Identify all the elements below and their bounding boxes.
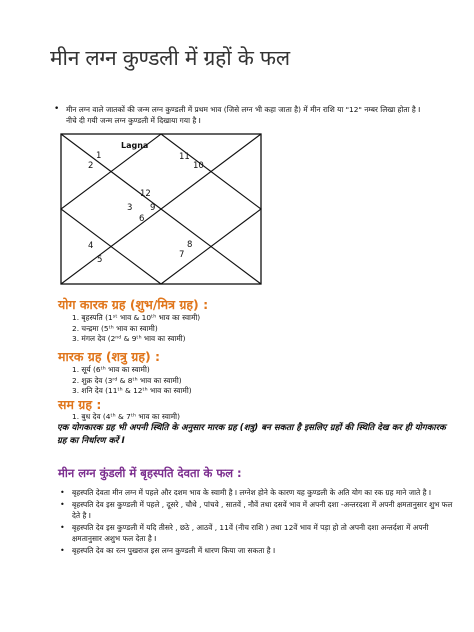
- list-item: 1. सूर्य (6ᵗʰ भाव का स्वामी): [72, 365, 150, 374]
- house-1: 1: [96, 151, 102, 161]
- list-item: [58, 500, 458, 521]
- list-item: 1. बुध देव (4ᵗʰ & 7ᵗʰ भाव का स्वामी): [72, 412, 180, 421]
- list-item-text: बृहस्पति देव इस कुण्डली में पहले , दूसरे , चौथे , पांचवे , सातवें , नौवें तथा दसवें भाव में अपनी दशा -अन्तरदशा में अपनी क्षमतानुसार शुभ फल देते है I: [72, 500, 453, 520]
- house-5: 5: [97, 255, 103, 265]
- list-item: [58, 523, 458, 544]
- sam-heading: सम ग्रह :: [58, 397, 102, 412]
- kundali-lines: [60, 133, 262, 285]
- intro-paragraph: [54, 104, 426, 126]
- maarak-heading: मारक ग्रह (शत्रु ग्रह) :: [58, 349, 161, 364]
- house-6: 6: [139, 214, 145, 224]
- house-7: 7: [179, 250, 185, 260]
- note-paragraph: एक योगकारक ग्रह भी अपनी स्थिति के अनुसार मारक ग्रह (शत्रु) बन सकता है इसलिए ग्रहों की स्थिति देख कर ही योगकारक ग्रह का निर्धारण करें I: [57, 423, 446, 446]
- list-item: 3. मंगल देव (2ⁿᵈ & 9ᵗʰ भाव का स्वामी): [72, 334, 186, 343]
- house-12: 12: [140, 189, 151, 199]
- list-item: 2. शुक्र देव (3ʳᵈ & 8ᵗʰ भाव का स्वामी): [72, 375, 182, 385]
- sam-list: [72, 412, 180, 423]
- lagna-label: Lagna: [121, 141, 149, 150]
- bullet-icon: •: [60, 546, 65, 556]
- list-item: 2. चन्द्रमा (5ᵗʰ भाव का स्वामी): [72, 323, 158, 333]
- list-item-text: बृहस्पति देवता मीन लग्न में पहले और दशम भाव के स्वामी है I लग्नेश होने के कारण यह कुण्डली के अति योग का रक ग्रह माने जाते है I: [72, 488, 432, 497]
- lagna-kundali-chart: [60, 133, 262, 285]
- list-item: 3. शनि देव (11ᵗʰ & 12ᵗʰ भाव का स्वामी): [72, 386, 192, 395]
- house-11: 11: [179, 152, 190, 162]
- list-item: [58, 488, 458, 499]
- house-4: 4: [88, 241, 94, 251]
- bullet-icon: •: [54, 104, 60, 114]
- house-10: 10: [193, 161, 204, 171]
- maarak-list: [72, 365, 192, 397]
- yoga-karak-heading: योग कारक ग्रह (शुभ/मित्र ग्रह) :: [58, 297, 209, 312]
- house-3: 3: [127, 203, 133, 213]
- yoga-karak-list: [72, 313, 200, 345]
- bullet-icon: •: [60, 500, 65, 510]
- house-9: 9: [150, 203, 156, 213]
- jupiter-heading: मीन लग्न कुंडली में बृहस्पति देवता के फल :: [58, 466, 242, 480]
- jupiter-list: [58, 488, 458, 559]
- page-title: मीन लग्न कुण्डली में ग्रहों के फल: [50, 46, 290, 70]
- list-item: [58, 546, 458, 557]
- house-2: 2: [88, 161, 94, 171]
- intro-text: मीन लग्न वाले जातकों की जन्म लग्न कुण्डली में प्रथम भाव (जिसे लग्न भी कहा जाता है) में मीन राशि या "12" नम्बर लिखा होता है I नीचे दी गयी जन्म लग्न कुण्डली में दिखाया गया है I: [66, 105, 421, 125]
- list-item-text: बृहस्पति देव का रत्न पुखराज इस लग्न कुण्डली में धारण किया जा सकता है I: [72, 546, 276, 556]
- bullet-icon: •: [60, 523, 65, 533]
- list-item: 1. बृहस्पति (1ˢᵗ भाव & 10ᵗʰ भाव का स्वामी): [72, 313, 201, 322]
- house-8: 8: [187, 240, 193, 250]
- bullet-icon: •: [60, 488, 65, 497]
- list-item-text: बृहस्पति देव इस कुण्डली में यदि तीसरे , छठे , आठवें , 11वें (नीच राशि ) तथा 12वें भाव में पड़ा हो तो अपनी दशा अन्तर्दशा में अपनी क्षमतानुसार अशुभ फल देता है I: [72, 523, 429, 543]
